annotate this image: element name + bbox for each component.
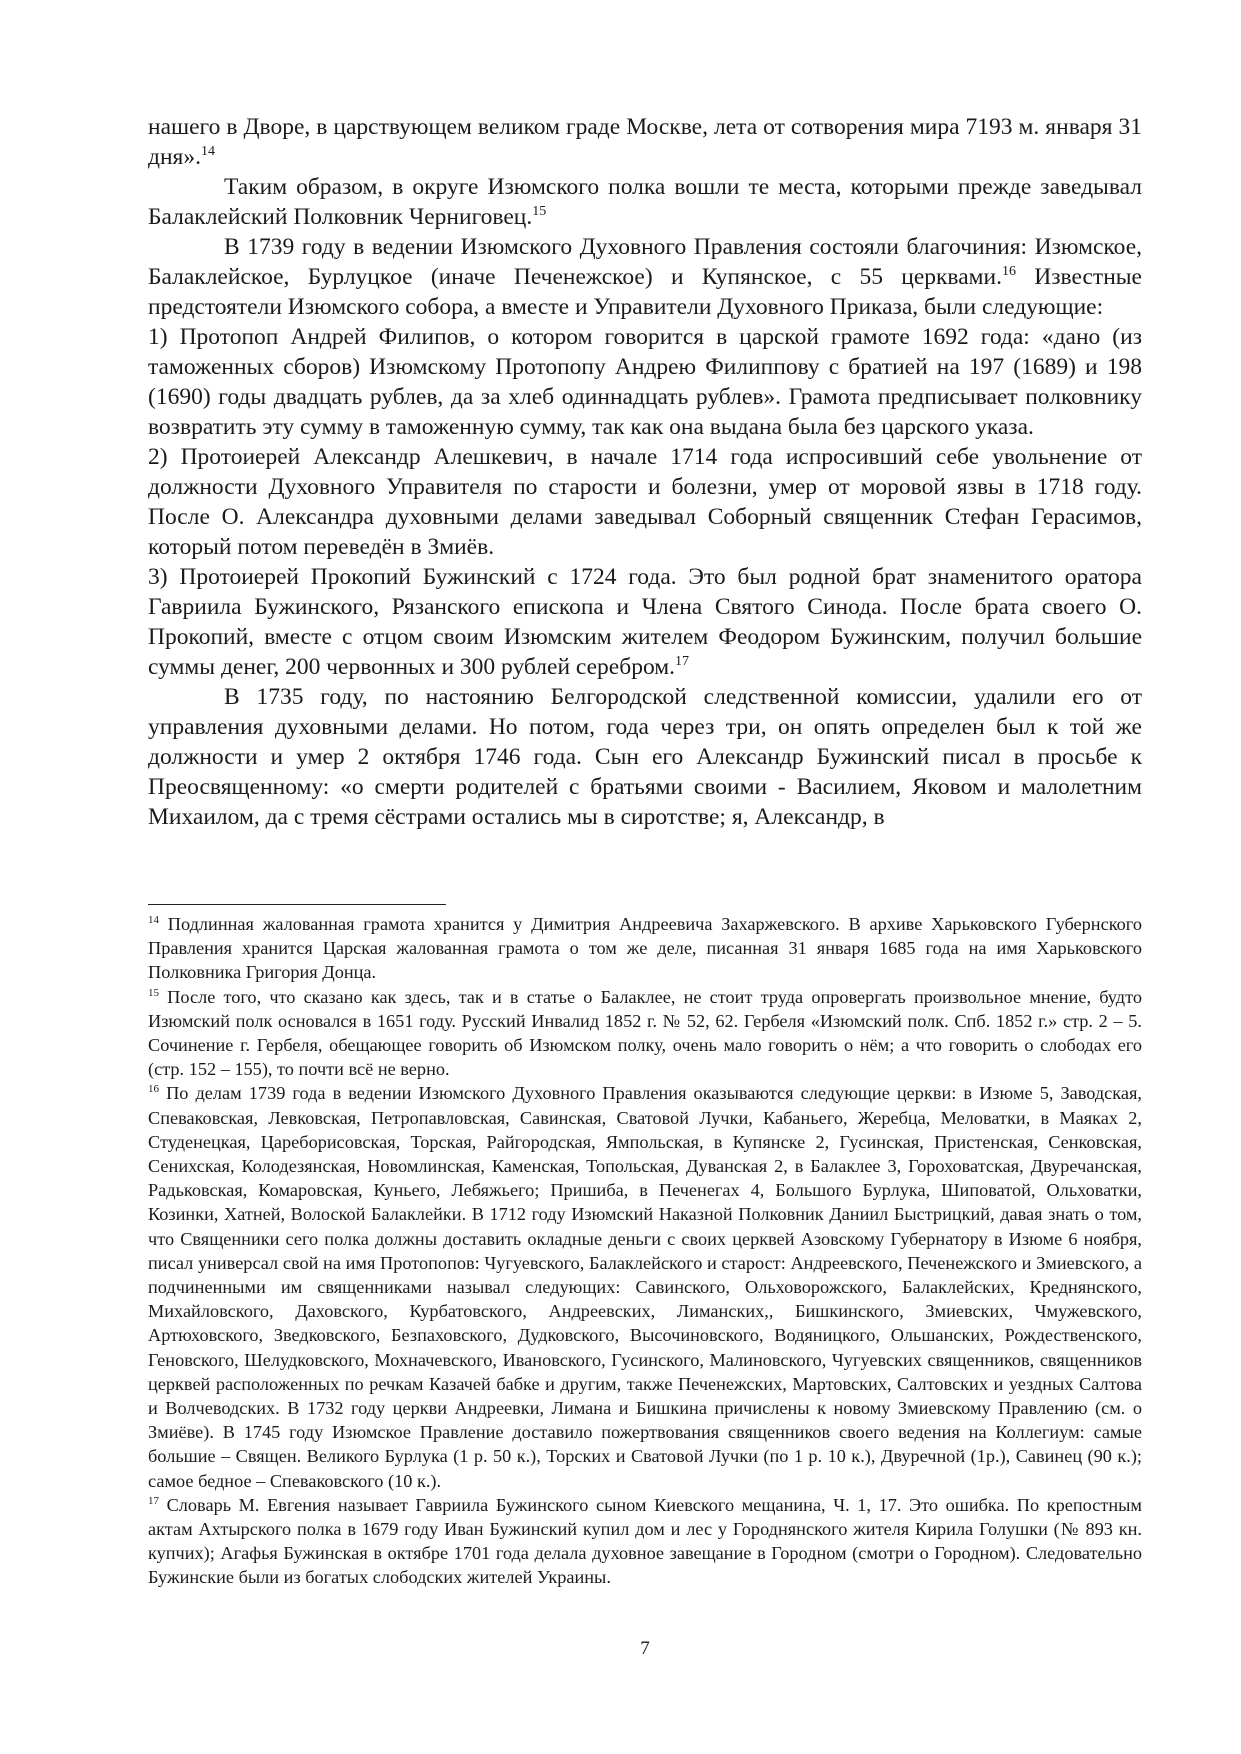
footnote-14 (148, 912, 1142, 985)
paragraph-text-continued: Известные предстоятели Изюмского собора, а вместе и Управители Духовного Приказа, были следующие: (148, 264, 1142, 320)
paragraph-2 (148, 172, 1142, 232)
paragraph-3 (148, 232, 1142, 322)
paragraph-text: нашего в Дворе, в царствующем великом граде Москве, лета от сотворения мира 7193 м. января 31 дня». (148, 114, 1142, 170)
footnote-ref-17[interactable]: 17 (675, 654, 689, 670)
paragraph-text: Таким образом, в округе Изюмского полка вошли те места, которыми прежде заведывал Балаклейский Полковник Черниговец. (148, 174, 1142, 230)
paragraph-text: В 1735 году, по настоянию Белгородской следственной комиссии, удалили его от управления духовными делами. Но потом, года через три, он опять определен был к той же должности и умер 2 октября 1746 года. Сын его Александр Бужинский писал в просьбе к Преосвященному: «о смерти родителей с братьями своими - Василием, Яковом и малолетним Михаилом, да с тремя сёстрами остались мы в сиротстве; я, Александр, в (148, 684, 1142, 830)
footnote-text: Словарь М. Евгения называет Гавриила Бужинского сыном Киевского мещанина, Ч. 1, 17. Это ошибка. По крепостным актам Ахтырского полка в 1679 году Иван Бужинский купил дом и лес у Городнянского жителя Кирила Голушки (№ 893 кн. купчих); Агафья Бужинская в октябре 1701 года делала духовное завещание в Городном (смотри о Городном). Следовательно Бужинские были из богатых слободских жителей Украины. (148, 1494, 1142, 1588)
page-number: 7 (640, 1638, 650, 1659)
footnote-number: 14 (148, 913, 159, 926)
footnote-number: 16 (148, 1083, 159, 1096)
footnote-17 (148, 1493, 1142, 1590)
paragraph-4 (148, 322, 1142, 442)
footnote-text: По делам 1739 года в ведении Изюмского Духовного Правления оказываются следующие церкви: в Изюме 5, Заводская, Спеваковская, Левковская, Петропавловская, Савинская, Сватовой Лучки, Кабаньего, Жеребца, Меловатки, в Маяках 2, Студенецкая, Цареборисовская, Торская, Райгородская, Ямпольская, в Купянске 2, Гусинская, Пристенская, Сенковская, Сенихская, Колодезянская, Новомлинская, Каменская, Топольская, Дуванская 2, в Балаклее 3, Гороховатская, Двуречанская, Радьковская, Комаровская, Куньего, Лебяжьего; Пришиба, в Печенегах 4, Большого Бурлука, Шиповатой, Ольховатки, Козинки, Хатней, Волоской Балаклейки. В 1712 году Изюмский Наказной Полковник Даниил Быстрицкий, давая знать о том, что Священники сего полка должны доставить окладные деньги с своих церквей Азовскому Губернатору в Изюме 6 ноября, писал универсал свой на имя Протопопов: Чугуевского, Балаклейского и старост: Андреевского, Печенежского и Змиевского, а подчиненными им священниками называл следующих: Савинского, Ольховорожского, Балаклейских, Креднянского, Михайловского, Даховского, Курбатовского, Андреевских, Лиманских,, Бишкинского, Змиевских, Чмужевского, Артюховского, Зведковского, Безпаховского, Дудковского, Высочиновского, Водяницкого, Ольшанских, Рождественского, Геновского, Шелудковского, Мохначевского, Ивановского, Гусинского, Малиновского, Чугуевских священников, священников церквей расположенных по речкам Казачей бабке и другим, также Печенежских, Мартовских, Салтовских и уездных Салтова и Волчеводских. В 1732 году церкви Андреевки, Лимана и Бишкина причислены к новому Змиевскому Правлению (см. о Змиёве). В 1745 году Изюмское Правление доставило пожертвования священников своего ведения на Коллегиум: самые большие – Священ. Великого Бурлука (1 р. 50 к.), Торских и Сватовой Лучки (по 1 р. 10 к.), Двуречной (1р.), Савинец (90 к.); самое бедное – Спеваковского (10 к.). (148, 1083, 1142, 1491)
paragraph-1 (148, 112, 1142, 172)
paragraph-text: 2) Протоиерей Александр Алешкевич, в начале 1714 года испросивший себе увольнение от должности Духовного Управителя по старости и болезни, умер от моровой язвы в 1718 году. После О. Александра духовными делами заведывал Соборный священник Стефан Герасимов, который потом переведён в Змиёв. (148, 444, 1142, 560)
paragraph-5 (148, 442, 1142, 562)
footnote-15 (148, 985, 1142, 1082)
paragraph-text: В 1739 году в ведении Изюмского Духовного Правления состояли благочиния: Изюмское, Балаклейское, Бурлуцкое (иначе Печенежское) и Купянское, с 55 церквами. (148, 234, 1142, 290)
footnote-ref-16[interactable]: 16 (1001, 264, 1016, 280)
footnote-16 (148, 1081, 1142, 1492)
footnote-text: Подлинная жалованная грамота хранится у Димитрия Андреевича Захаржевского. В архиве Харьковского Губернского Правления хранится Царская жалованная грамота о том же деле, писанная 31 января 1685 года на имя Харьковского Полковника Григория Донца. (148, 914, 1142, 983)
footnote-number: 17 (148, 1494, 159, 1507)
main-text (148, 112, 1142, 832)
footnote-ref-15[interactable]: 15 (532, 204, 547, 220)
paragraph-text: 3) Протоиерей Прокопий Бужинский с 1724 года. Это был родной брат знаменитого оратора Гавриила Бужинского, Рязанского епископа и Члена Святого Синода. После брата своего О. Прокопий, вместе с отцом своим Изюмским жителем Феодором Бужинским, получил большие суммы денег, 200 червонных и 300 рублей серебром. (148, 564, 1142, 680)
paragraph-text: 1) Протопоп Андрей Филипов, о котором говорится в царской грамоте 1692 года: «дано (из таможенных сборов) Изюмскому Протопопу Андрею Филиппову с братией на 197 (1689) и 198 (1690) годы двадцать рублев, да за хлеб одиннадцать рублев». Грамота предписывает полковнику возвратить эту сумму в таможенную сумму, так как она выдана была без царского указа. (148, 324, 1142, 440)
footnote-text: После того, что сказано как здесь, так и в статье о Балаклее, не стоит труда опровергать произвольное мнение, будто Изюмский полк основался в 1651 году. Русский Инвалид 1852 г. № 52, 62. Гербеля «Изюмский полк. Спб. 1852 г.» стр. 2 – 5. Сочинение г. Гербеля, обещающее говорить об Изюмском полку, очень мало говорить о нём; а что говорить о слободах его (стр. 152 – 155), то почти всё не верно. (148, 986, 1142, 1080)
paragraph-6 (148, 562, 1142, 682)
footnote-number: 15 (148, 986, 159, 999)
footnote-ref-14[interactable]: 14 (200, 144, 215, 160)
footnote-separator (148, 904, 446, 905)
footnotes (148, 912, 1142, 1590)
paragraph-7 (148, 682, 1142, 832)
